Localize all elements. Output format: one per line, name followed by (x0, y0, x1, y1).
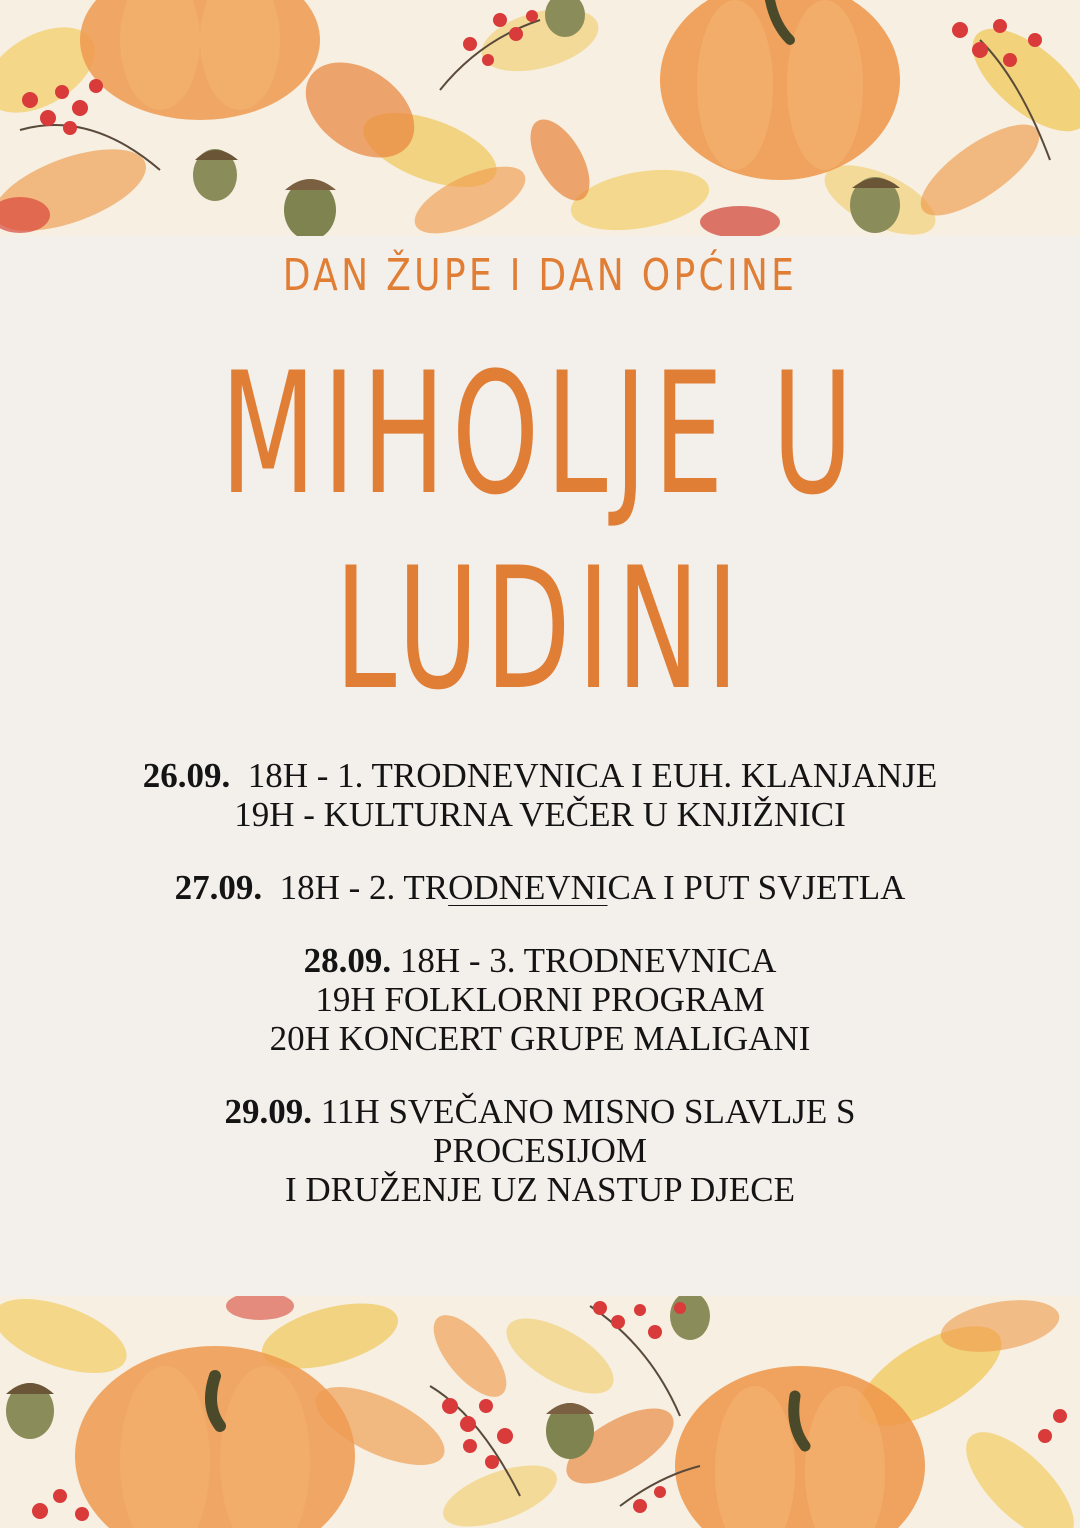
event-title-line-1: MIHOLJE U (220, 336, 860, 532)
schedule-line (40, 756, 1040, 795)
schedule-line (40, 1092, 1040, 1131)
schedule-item: 11H SVEČANO MISNO SLAVLJE S (320, 1092, 856, 1131)
event-subtitle: DAN ŽUPE I DAN OPĆINE (282, 250, 798, 301)
event-title-line-2: LUDINI (334, 531, 746, 727)
schedule-day (40, 868, 1040, 907)
schedule-date: 28.09. (303, 941, 392, 980)
schedule-line (40, 868, 1040, 907)
schedule-date: 26.09. (142, 756, 231, 795)
schedule-day (40, 941, 1040, 1058)
schedule-day (40, 1092, 1040, 1209)
schedule-item: 19H FOLKLORNI PROGRAM (315, 980, 765, 1019)
schedule-item: I DRUŽENJE UZ NASTUP DJECE (284, 1170, 796, 1209)
schedule-item-part: ODNEVNI (448, 868, 608, 907)
event-schedule (40, 756, 1040, 1243)
schedule-item: PROCESIJOM (433, 1131, 647, 1170)
schedule-date: 29.09. (224, 1092, 312, 1131)
schedule-line (40, 941, 1040, 980)
schedule-item: 20H KONCERT GRUPE MALIGANI (269, 1019, 811, 1058)
autumn-illustration-bottom (0, 1296, 1080, 1528)
schedule-day (40, 756, 1040, 834)
autumn-illustration-top (0, 0, 1080, 236)
autumn-decoration-top (0, 0, 1080, 236)
schedule-item-part: 18H - 2. TR (279, 868, 449, 907)
autumn-decoration-bottom (0, 1296, 1080, 1528)
schedule-item-part: CA I PUT SVJETLA (607, 868, 906, 907)
schedule-item: 19H - KULTURNA VEČER U KNJIŽNICI (234, 795, 846, 834)
schedule-date: 27.09. (174, 868, 263, 907)
schedule-item: 18H - 3. TRODNEVNICA (399, 941, 777, 980)
schedule-item: 18H - 1. TRODNEVNICA I EUH. KLANJANJE (247, 756, 938, 795)
